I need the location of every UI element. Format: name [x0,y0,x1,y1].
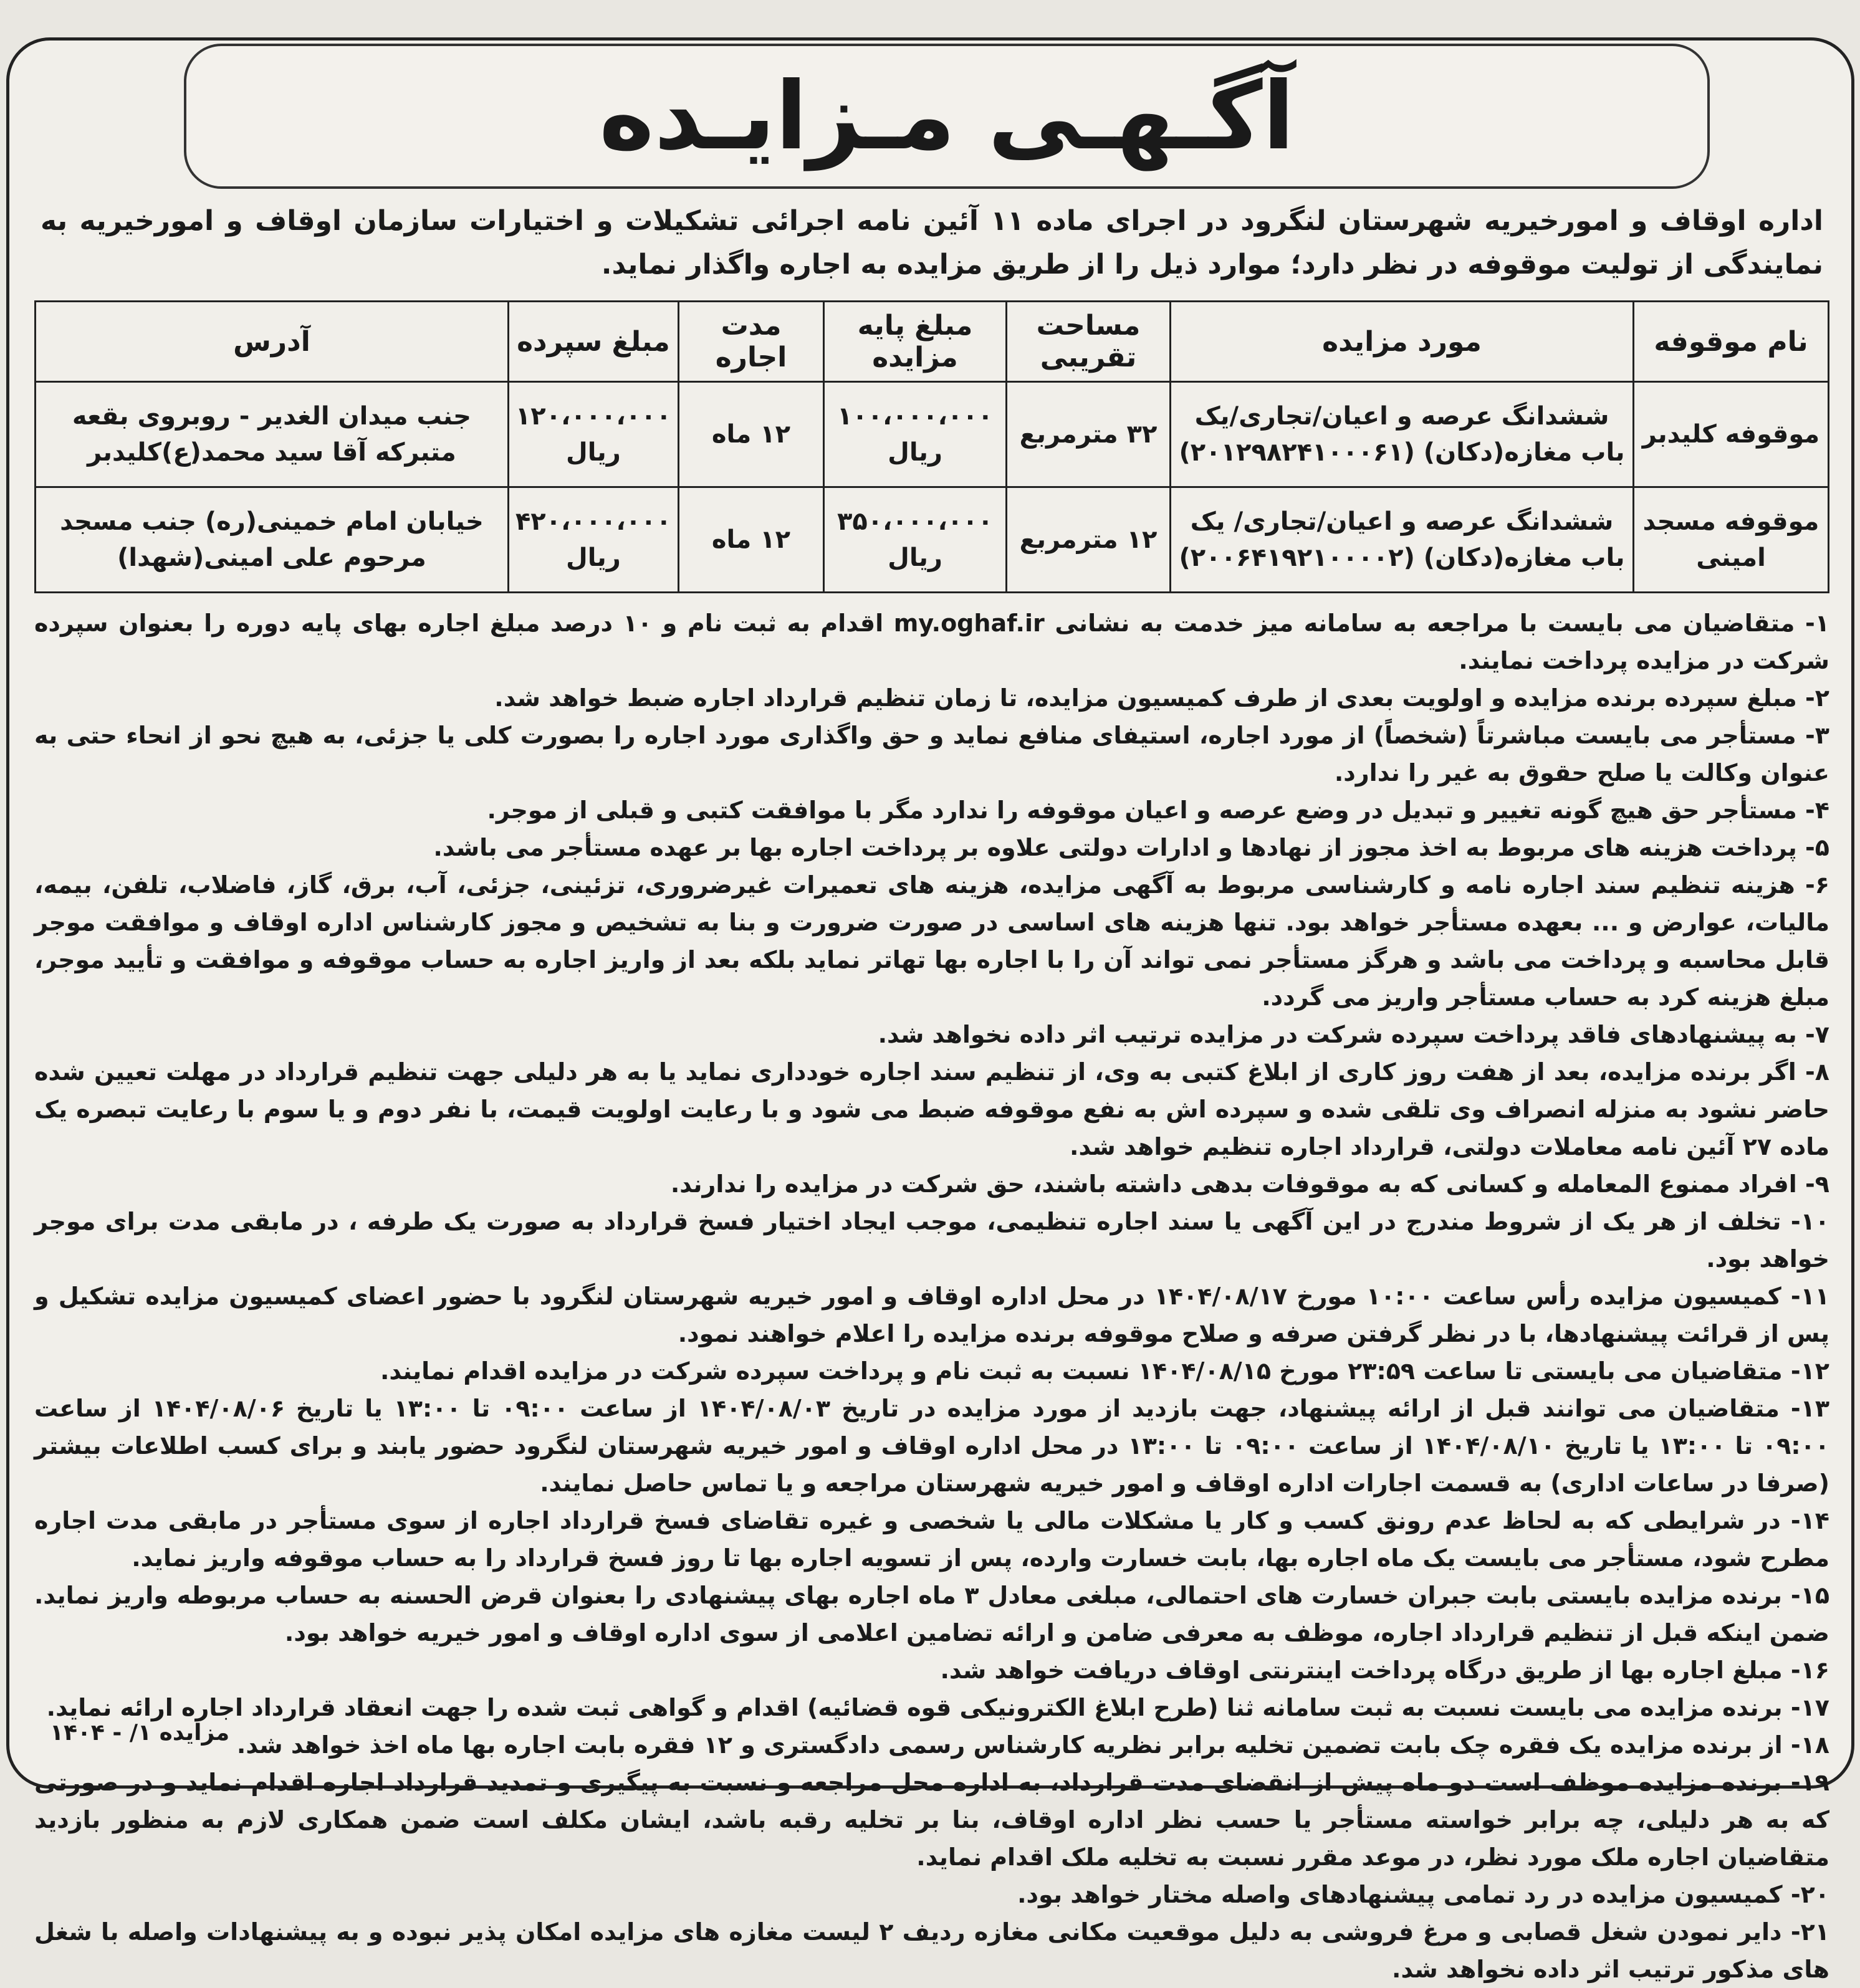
condition-item: ۱۹- برنده مزایده موظف است دو ماه پیش از انقضای مدت قرارداد، به اداره محل مراجعه و نسبت به پیگیری و تمدید قرارداد اجاره اقدام نماید و در صورتی که به هر دلیلی، چه برابر خواسته مستأجر یا حسب نظر اداره اوقاف، بنا بر تخلیه رقبه باشد، ایشان مکلف است ضمن همکاری لازم به منظور بازدید متقاضیان اجاره ملک مورد نظر، در موعد مقرر نسبت به تخلیه ملک اقدام نماید. [34,1769,1829,1871]
cell-base: ۳۵۰،۰۰۰،۰۰۰ ریال [824,487,1007,593]
header-address: آدرس [36,302,509,382]
cell-deposit: ۱۲۰،۰۰۰،۰۰۰ ریال [508,382,678,487]
header-endowment-name: نام موقوفه [1634,302,1829,382]
cell-address: خیابان امام خمینی(ره) جنب مسجد مرحوم علی امینی(شهدا) [36,487,509,593]
header-deposit: مبلغ سپرده [508,302,678,382]
cell-address: جنب میدان الغدیر - روبروی بقعه متبرکه آقا سید محمد(ع)کلیدبر [36,382,509,487]
intro-paragraph: اداره اوقاف و امورخیریه شهرستان لنگرود در اجرای ماده ۱۱ آئین نامه اجرائی تشکیلات و اختیارات سازمان اوقاف و امورخیریه به نمایندگی از تولیت موقوفه در نظر دارد؛ موارد ذیل را از طریق مزایده به اجاره واگذار نماید. [41,205,1824,280]
cell-name: موقوفه کلیدبر [1634,382,1829,487]
cell-item: ششدانگ عرصه و اعیان/تجاری/یک باب مغازه(دکان) (۲۰۱۲۹۸۲۴۱۰۰۰۶۱) [1171,382,1634,487]
header-area: مساحت تقریبی [1007,302,1171,382]
condition-item: ۵- پرداخت هزینه های مربوط به اخذ مجوز از نهادها و ادارات دولتی علاوه بر پرداخت اجاره بها بر عهده مستأجر می باشد. [433,834,1829,861]
notice-content [28,199,1836,1988]
cell-area: ۳۲ مترمربع [1007,382,1171,487]
title-box [184,44,1710,189]
notice-title: آگـهـی مـزایـده [599,62,1295,171]
condition-item: ۶- هزینه تنظیم سند اجاره نامه و کارشناسی مربوط به آگهی مزایده، هزینه های تعمیرات غیرضروری، تزئینی، جزئی، آب، برق، گاز، فاضلاب، تلفن، بیمه، مالیات، عوارض و ... بعهده مستأجر خواهد بود. تنها هزینه های اساسی در صورت ضرورت و بنا به تشخیص و مجوز کارشناس اداره اوقاف و موافقت موجر قابل محاسبه و پرداخت می باشد و هرگز مستأجر نمی تواند آن را با اجاره بها تهاتر نماید بلکه بعد از واریز اجاره به حساب موقوفه و موافقت و تأیید موجر، مبلغ هزینه کرد به حساب مستأجر واریز می گردد. [34,871,1829,1011]
condition-item: ۳- مستأجر می بایست مباشرتاً (شخصاً) از مورد اجاره، استیفای منافع نماید و حق واگذاری مورد اجاره را بصورت کلی یا جزئی، به هیچ نحو از انحاء حتی به عنوان وکالت یا صلح حقوق به غیر را ندارد. [34,722,1829,786]
auction-table [34,300,1829,593]
cell-term: ۱۲ ماه [679,487,824,593]
header-term: مدت اجاره [679,302,824,382]
auction-reference: مزایده ۱/ - ۱۴۰۴ [50,1720,230,1746]
condition-item: ۱۰- تخلف از هر یک از شروط مندرج در این آگهی یا سند اجاره تنظیمی، موجب ایجاد اختیار فسخ قرارداد به صورت یک طرفه ، در مابقی مدت برای موجر خواهد بود. [34,1208,1829,1273]
cell-base: ۱۰۰،۰۰۰،۰۰۰ ریال [824,382,1007,487]
cell-name: موقوفه مسجد امینی [1634,487,1829,593]
condition-item: ۱۷- برنده مزایده می بایست نسبت به ثبت سامانه ثنا (طرح ابلاغ الکترونیکی قوه قضائیه) اقدام و گواهی ثبت شده را جهت انعقاد قرارداد اجاره ارائه نماید. [46,1694,1829,1721]
condition-item: ۱۳- متقاضیان می توانند قبل از ارائه پیشنهاد، جهت بازدید از مورد مزایده در تاریخ ۱۴۰۴/۰۸/۰۳ از ساعت ۰۹:۰۰ تا ۱۳:۰۰ یا تاریخ ۱۴۰۴/۰۸/۰۶ از ساعت ۰۹:۰۰ تا ۱۳:۰۰ یا تاریخ ۱۴۰۴/۰۸/۱۰ از ساعت ۰۹:۰۰ تا ۱۳:۰۰ در محل اداره اوقاف و امور خیریه شهرستان لنگرود حضور یابند و برای کسب اطلاعات بیشتر (صرفا در ساعات اداری) به قسمت اجارات اداره اوقاف و امور خیریه شهرستان مراجعه و یا تماس حاصل نمایند. [34,1395,1830,1497]
table-row [36,382,1829,487]
cell-area: ۱۲ مترمربع [1007,487,1171,593]
condition-item: ۱۲- متقاضیان می بایستی تا ساعت ۲۳:۵۹ مورخ ۱۴۰۴/۰۸/۱۵ نسبت به ثبت نام و پرداخت سپرده شرکت در مزایده اقدام نمایند. [380,1357,1829,1385]
condition-item: ۱۶- مبلغ اجاره بها از طریق درگاه پرداخت اینترنتی اوقاف دریافت خواهد شد. [940,1656,1829,1684]
notice-frame [6,37,1854,1983]
condition-item: ۲- مبلغ سپرده برنده مزایده و اولویت بعدی از طرف کمیسیون مزایده، تا زمان تنظیم قرارداد اجاره ضبط خواهد شد. [494,684,1829,712]
condition-item: ۸- اگر برنده مزایده، بعد از هفت روز کاری از ابلاغ کتبی به وی، از تنظیم سند اجاره خودداری نماید یا به هر دلیلی جهت تنظیم قرارداد در مهلت تعیین شده حاضر نشود به منزله انصراف وی تلقی شده و سپرده اش به نفع موقوفه ضبط می شود و با رعایت اولویت قیمت، با نفر دوم و یا سوم با رعایت تبصره یک ماده ۲۷ آئین نامه معاملات دولتی، قرارداد اجاره تنظیم خواهد شد. [34,1058,1829,1160]
condition-item: ۱۸- از برنده مزایده یک فقره چک بابت تضمین تخلیه برابر نظریه کارشناس رسمی دادگستری و ۱۲ فقره بابت اجاره بها ماه اخذ خواهد شد. [236,1731,1829,1759]
header-auction-item: مورد مزایده [1171,302,1634,382]
condition-item: ۲۰- کمیسیون مزایده در رد تمامی پیشنهادهای واصله مختار خواهد بود. [1017,1881,1829,1908]
condition-item: ۱۱- کمیسیون مزایده رأس ساعت ۱۰:۰۰ مورخ ۱۴۰۴/۰۸/۱۷ در محل اداره اوقاف و امور خیریه شهرستان لنگرود با حضور اعضای کمیسیون مزایده تشکیل و پس از قرائت پیشنهادها، با در نظر گرفتن صرفه و صلاح موقوفه برنده مزایده را اعلام خواهند نمود. [34,1283,1829,1347]
condition-item: ۴- مستأجر حق هیچ گونه تغییر و تبدیل در وضع عرصه و اعیان موقوفه را ندارد مگر با موافقت کتبی و قبلی از موجر. [487,796,1829,824]
condition-item: ۲۱- دایر نمودن شغل قصابی و مرغ فروشی به دلیل موقعیت مکانی مغازه ردیف ۲ لیست مغازه های مزایده امکان پذیر نبوده و به پیشنهادات واصله با شغل های مذکور ترتیب اثر داده نخواهد شد. [34,1918,1829,1983]
cell-deposit: ۴۲۰،۰۰۰،۰۰۰ ریال [508,487,678,593]
table-header-row [36,302,1829,382]
condition-item: ۱۴- در شرایطی که به لحاظ عدم رونق کسب و کار یا مشکلات مالی یا شخصی و غیره تقاضای فسخ قرارداد اجاره از سوی مستأجر در مابقی مدت اجاره مطرح شود، مستأجر می بایست یک ماه اجاره بها، بابت خسارت وارده، پس از تسویه اجاره بها تا روز فسخ قرارداد را به حساب موقوفه واریز نماید. [34,1507,1829,1572]
header-base-price: مبلغ پایه مزایده [824,302,1007,382]
table-row [36,487,1829,593]
condition-item: ۷- به پیشنهادهای فاقد پرداخت سپرده شرکت در مزایده ترتیب اثر داده نخواهد شد. [878,1021,1829,1048]
cell-item: ششدانگ عرصه و اعیان/تجاری/ یک باب مغازه(دکان) (۲۰۰۶۴۱۹۲۱۰۰۰۰۲) [1171,487,1634,593]
cell-term: ۱۲ ماه [679,382,824,487]
conditions-list [28,605,1836,1988]
condition-item: ۱- متقاضیان می بایست با مراجعه به سامانه میز خدمت به نشانی my.oghaf.ir اقدام به ثبت نام و ۱۰ درصد مبلغ اجاره بهای پایه دوره را بعنوان سپرده شرکت در مزایده پرداخت نمایند. [34,609,1829,674]
condition-item: ۹- افراد ممنوع المعامله و کسانی که به موقوفات بدهی داشته باشند، حق شرکت در مزایده را ندارند. [670,1170,1829,1198]
condition-item: ۱۵- برنده مزایده بایستی بابت جبران خسارت های احتمالی، مبلغی معادل ۳ ماه اجاره بهای پیشنهادی را بعنوان قرض الحسنه به حساب مربوطه واریز نماید. ضمن اینکه قبل از تنظیم قرارداد اجاره، موظف به معرفی ضامن و ارائه تضامین اعلامی از سوی اداره اوقاف و امور خیریه خواهد بود. [34,1582,1830,1646]
